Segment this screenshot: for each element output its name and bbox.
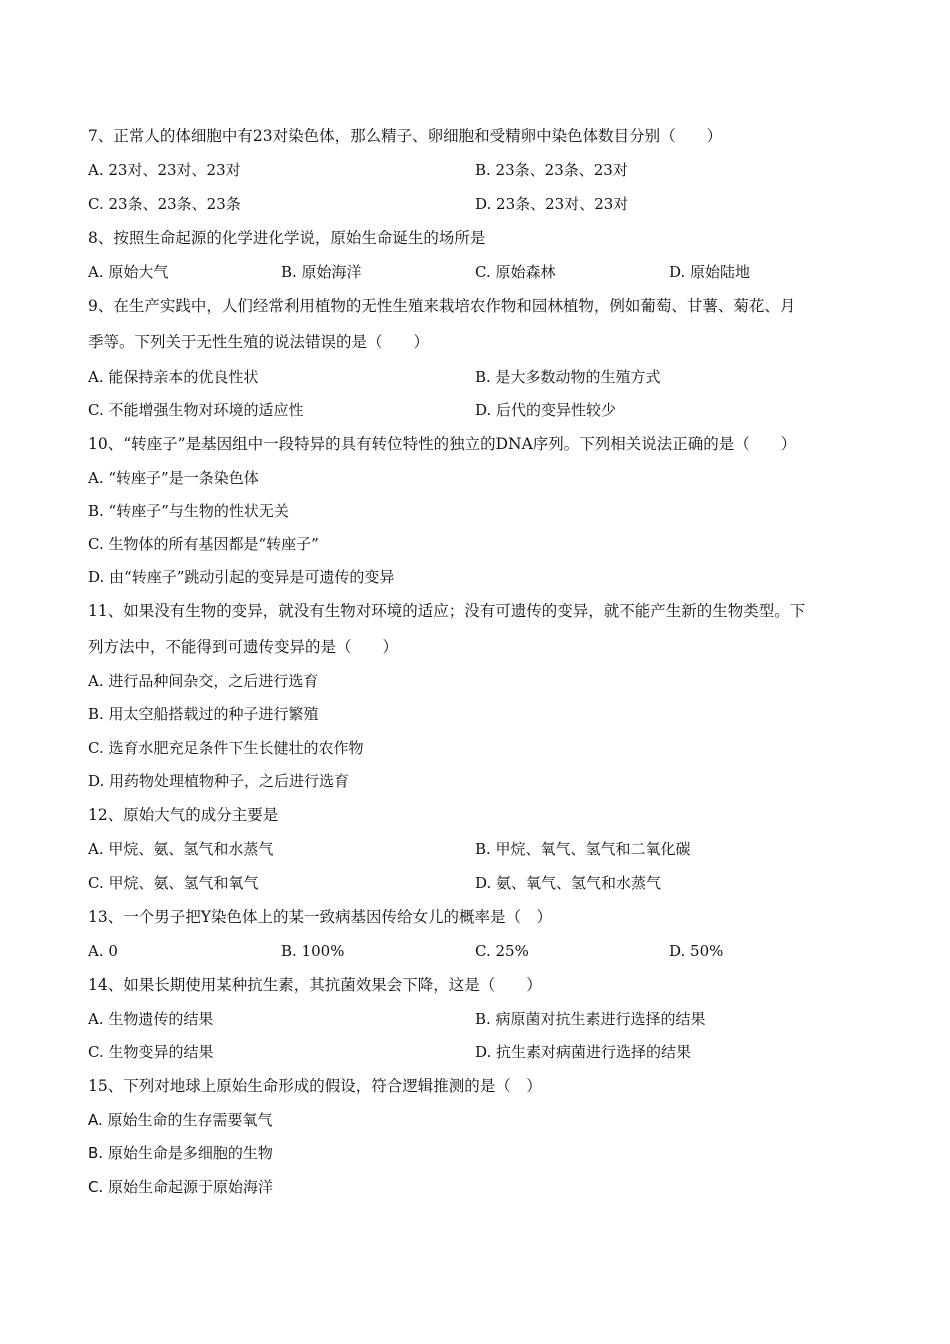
question-9-stem-line-1: 9、在生产实践中，人们经常利用植物的无性生殖来栽培农作物和园林植物，例如葡萄、甘薯、菊花、月	[88, 297, 796, 315]
question-11-option-b: B. 用太空船搭载过的种子进行繁殖	[88, 705, 319, 723]
question-14-stem: 14、如果长期使用某种抗生素，其抗菌效果会下降，这是（ ）	[88, 976, 542, 994]
question-7-stem: 7、正常人的体细胞中有23对染色体，那么精子、卵细胞和受精卵中染色体数目分别（ ）	[88, 127, 723, 145]
question-10-option-b: B. “转座子”与生物的性状无关	[88, 502, 289, 520]
question-15-stem: 15、下列对地球上原始生命形成的假设，符合逻辑推测的是（ ）	[88, 1077, 542, 1095]
question-8-option-d: D. 原始陆地	[669, 263, 751, 281]
question-9-option-c: C. 不能增强生物对环境的适应性	[88, 401, 304, 419]
question-8-option-b: B. 原始海洋	[281, 263, 362, 281]
question-9-option-a: A. 能保持亲本的优良性状	[88, 368, 259, 386]
question-12-stem: 12、原始大气的成分主要是	[88, 806, 279, 824]
question-14-option-d: D. 抗生素对病菌进行选择的结果	[475, 1043, 692, 1061]
question-7-option-a: A. 23对、23对、23对	[88, 161, 241, 179]
question-11-option-a: A. 进行品种间杂交，之后进行选育	[88, 672, 319, 690]
question-13-option-a: A. 0	[88, 942, 118, 960]
question-13-option-b: B. 100%	[281, 942, 345, 960]
question-9-option-d: D. 后代的变异性较少	[475, 401, 617, 419]
question-11-stem-line-1: 11、如果没有生物的变异，就没有生物对环境的适应；没有可遗传的变异，就不能产生新的生物类型。下	[88, 602, 806, 620]
question-14-option-c: C. 生物变异的结果	[88, 1043, 214, 1061]
question-10-option-c: C. 生物体的所有基因都是“转座子”	[88, 535, 319, 553]
question-15-option-b: B. 原始生命是多细胞的生物	[88, 1144, 273, 1162]
question-15-option-c: C. 原始生命起源于原始海洋	[88, 1178, 274, 1196]
question-13-stem: 13、一个男子把Y染色体上的某一致病基因传给女儿的概率是（ ）	[88, 908, 552, 926]
question-14-option-b: B. 病原菌对抗生素进行选择的结果	[475, 1010, 706, 1028]
question-12-option-a: A. 甲烷、氨、氢气和水蒸气	[88, 840, 274, 858]
question-8-option-c: C. 原始森林	[475, 263, 556, 281]
question-9-option-b: B. 是大多数动物的生殖方式	[475, 368, 661, 386]
question-10-option-d: D. 由“转座子”跳动引起的变异是可遗传的变异	[88, 568, 395, 586]
question-7-option-b: B. 23条、23条、23对	[475, 161, 628, 179]
question-10-stem: 10、“转座子”是基因组中一段特异的具有转位特性的独立的DNA序列。下列相关说法正确的是（ ）	[88, 435, 797, 453]
question-14-option-a: A. 生物遗传的结果	[88, 1010, 214, 1028]
question-7-option-c: C. 23条、23条、23条	[88, 195, 241, 213]
question-13-option-c: C. 25%	[475, 942, 529, 960]
question-8-stem: 8、按照生命起源的化学进化学说，原始生命诞生的场所是	[88, 229, 486, 247]
question-11-option-c: C. 选育水肥充足条件下生长健壮的农作物	[88, 739, 364, 757]
question-12-option-b: B. 甲烷、氧气、氢气和二氧化碳	[475, 840, 691, 858]
question-9-stem-line-2: 季等。下列关于无性生殖的说法错误的是（ ）	[88, 333, 430, 351]
question-11-option-d: D. 用药物处理植物种子，之后进行选育	[88, 772, 350, 790]
question-7-option-d: D. 23条、23对、23对	[475, 195, 629, 213]
question-10-option-a: A. “转座子”是一条染色体	[88, 469, 259, 487]
question-12-option-d: D. 氨、氧气、氢气和水蒸气	[475, 874, 662, 892]
question-8-option-a: A. 原始大气	[88, 263, 169, 281]
question-13-option-d: D. 50%	[669, 942, 724, 960]
question-15-option-a: A. 原始生命的生存需要氧气	[88, 1111, 273, 1129]
question-12-option-c: C. 甲烷、氨、氢气和氧气	[88, 874, 259, 892]
question-11-stem-line-2: 列方法中，不能得到可遗传变异的是（ ）	[88, 638, 399, 656]
